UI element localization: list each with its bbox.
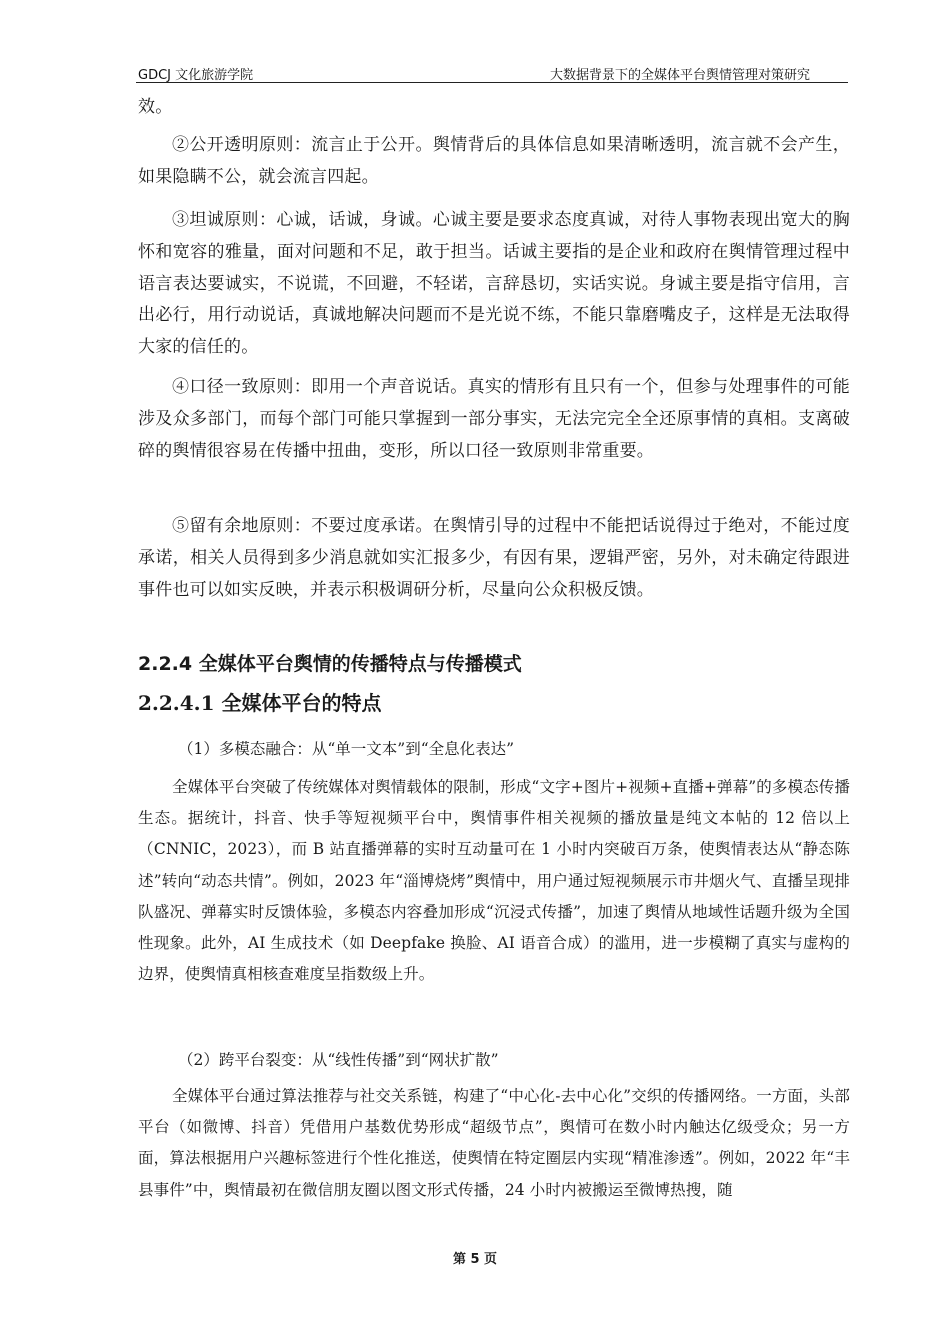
paragraph-multimodal: 全媒体平台突破了传统媒体对舆情载体的限制，形成“文字+图片+视频+直播+弹幕”的多模态传播生态。据统计，抖音、快手等短视频平台中，舆情事件相关视频的播放量是纯文本帖的 12 倍以上（CNNIC，2023），而 B 站直播弹幕的实时互动量可在 1 小时内突破百万条，使舆情表达从“静态陈述”转向“动态共情”。例如，2023 年“淄博烧烤”舆情中，用户通过短视频展示市井烟火气、直播呈现排队盛况、弹幕实时反馈体验，多模态内容叠加形成“沉浸式传播”，加速了舆情从地域性话题升级为全国性现象。此外，AI 生成技术（如 Deepfake 换脸、AI 语音合成）的滥用，进一步模糊了真实与虚构的边界，使舆情真相核查难度呈指数级上升。 — [138, 778, 850, 984]
paragraph-cross-platform: 全媒体平台通过算法推荐与社交关系链，构建了“中心化-去中心化”交织的传播网络。一方面，头部平台（如微博、抖音）凭借用户基数优势形成“超级节点”，舆情可在数小时内触达亿级受众；另一方面，算法根据用户兴趣标签进行个性化推送，使舆情在特定圈层内实现“精准渗透”。例如，2022 年“丰县事件”中，舆情最初在微信朋友圈以图文形式传播，24 小时内被搬运至微博热搜，随 — [138, 1087, 850, 1199]
header-title: 大数据背景下的全媒体平台舆情管理对策研究 — [549, 68, 810, 83]
header-institution: GDCJ 文化旅游学院 — [138, 68, 254, 83]
point-heading-cross-platform: （2）跨平台裂变：从“线性传播”到“网状扩散” — [178, 1051, 499, 1069]
page-number: 第 5 页 — [452, 1252, 498, 1267]
header-divider — [136, 82, 848, 83]
paragraph-transparency-principle: ②公开透明原则：流言止于公开。舆情背后的具体信息如果清晰透明，流言就不会产生，如果隐瞒不公，就会流言四起。 — [138, 135, 850, 187]
paragraph-continuation: 效。 — [138, 97, 173, 117]
paragraph-honesty-principle: ③坦诚原则：心诚，话诚，身诚。心诚主要是要求态度真诚，对待人事物表现出宽大的胸怀和宽容的雅量，面对问题和不足，敢于担当。话诚主要指的是企业和政府在舆情管理过程中语言表达要诚实，不说谎，不回避，不轻诺，言辞恳切，实话实说。身诚主要是指守信用，言出必行，用行动说话，真诚地解决问题而不是光说不练，不能只靠磨嘴皮子，这样是无法取得大家的信任的。 — [138, 210, 850, 358]
paragraph-leeway-principle: ⑤留有余地原则：不要过度承诺。在舆情引导的过程中不能把话说得过于绝对，不能过度承诺，相关人员得到多少消息就如实汇报多少，有因有果，逻辑严密，另外，对未确定待跟进事件也可以如实反映，并表示积极调研分析，尽量向公众积极反馈。 — [138, 516, 850, 600]
section-heading: 2.2.4 全媒体平台舆情的传播特点与传播模式 — [138, 653, 522, 675]
point-heading-multimodal: （1）多模态融合：从“单一文本”到“全息化表达” — [178, 740, 515, 758]
subsection-heading: 2.2.4.1 全媒体平台的特点 — [138, 691, 382, 715]
paragraph-consistency-principle: ④口径一致原则：即用一个声音说话。真实的情形有且只有一个，但参与处理事件的可能涉及众多部门，而每个部门可能只掌握到一部分事实，无法完完全全还原事情的真相。支离破碎的舆情很容易在传播中扭曲，变形，所以口径一致原则非常重要。 — [138, 377, 850, 461]
